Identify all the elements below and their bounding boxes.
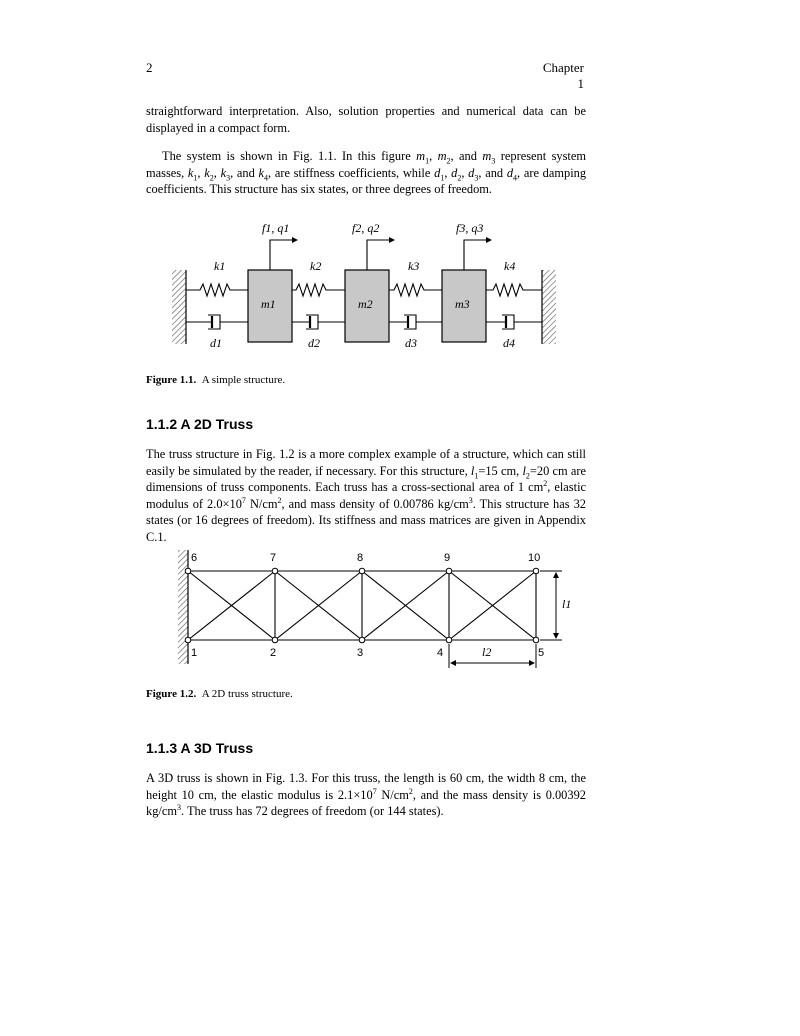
left-wall [172,270,186,344]
node-label-9: 9 [444,552,451,564]
force-label-2: f2, q2 [352,221,380,235]
node-label-3: 3 [357,647,364,659]
figure-1-2-caption: Figure 1.2. A 2D truss structure. [146,688,293,700]
node-label-2: 2 [270,647,277,659]
truss-wall [178,550,188,664]
dimension-l2 [449,644,536,668]
figure-1-1-caption: Figure 1.1. A simple structure. [146,374,286,386]
node-label-6: 6 [191,552,198,564]
force-arrow-1 [270,237,298,270]
spring-label-2: k2 [310,259,322,273]
page-number: 2 [146,60,153,75]
damper-label-4: d4 [503,336,515,350]
force-arrow-2 [367,237,395,270]
spring-2 [292,284,345,296]
truss-members [188,571,536,640]
spring-label-1: k1 [214,259,226,273]
damper-1 [186,315,248,329]
figure-1-2-2d-truss [170,548,590,673]
paragraph-intro: straightforward interpretation. Also, solution properties and numerical data can be displayed in a compact form. [146,104,586,135]
paragraph-2d-truss: The truss structure in Fig. 1.2 is a more complex example of a structure, which can still easily be simulated by the reader, if necessary. For this structure, $l_1=15$ cm, $l_2=20$ cm are dimensions of truss components. Each truss has a cross-sectional area of 1 $cm^2$, elastic modulus of $2.0\times 10^7$ $N/cm^2$, and mass density of 0.00786 $kg/cm^3$. This structure has 32 states (or 16 degrees of freedom). Its stiffness and mass matrices are given in Appendix C.1. [146,447,587,544]
dimension-label-l1: l1 [562,597,572,611]
dimension-label-l2: l2 [482,645,492,659]
node-label-10: 10 [528,552,541,564]
spring-label-4: k4 [504,259,516,273]
damper-4 [486,315,542,329]
force-label-3: f3, q3 [456,221,484,235]
mass-label-3: m3 [455,297,470,311]
damper-label-2: d2 [308,336,320,350]
node-label-1: 1 [191,647,198,659]
paragraph-3d-truss: A 3D truss is shown in Fig. 1.3. For this truss, the length is 60 cm, the width 8 cm, the height 10 cm, the elastic modulus is $2.1\times 10^7$ $N/cm^2$, and the mass density is 0.00392 $kg/cm^3$. The truss has 72 degrees of freedom (or 144 states). [146,771,586,819]
mass-label-1: m1 [261,297,276,311]
damper-label-1: d1 [210,336,222,350]
spring-label-3: k3 [408,259,420,273]
node-label-4: 4 [437,647,444,659]
paragraph-system: The system is shown in Fig. 1.1. In this figure $m_1$, $m_2$, and $m_3$ represent system masses, $k_1$, $k_2$, $k_3$, and $k_4$, are stiffness coefficients, while $d_1$, $d_2$, $d_3$, and $d_4$, are damping coefficients. This structure has six states, or three degrees of freedom. [146,149,587,197]
damper-3 [389,315,442,329]
section-heading-3d-truss: 1.1.3 A 3D Truss [146,740,254,756]
section-heading-2d-truss: 1.1.2 A 2D Truss [146,416,254,432]
spring-1 [186,284,248,296]
force-label-1: f1, q1 [262,221,290,235]
force-arrow-3 [464,237,492,270]
node-label-5: 5 [538,647,545,659]
spring-4 [486,284,542,296]
figure-1-1-spring-mass-system [160,212,580,360]
damper-label-3: d3 [405,336,417,350]
node-label-7: 7 [270,552,277,564]
mass-label-2: m2 [358,297,373,311]
chapter-header: Chapter 1 [542,60,584,91]
dimension-l1 [540,571,562,640]
node-label-8: 8 [357,552,364,564]
damper-2 [292,315,345,329]
spring-3 [389,284,442,296]
right-wall [542,270,556,344]
